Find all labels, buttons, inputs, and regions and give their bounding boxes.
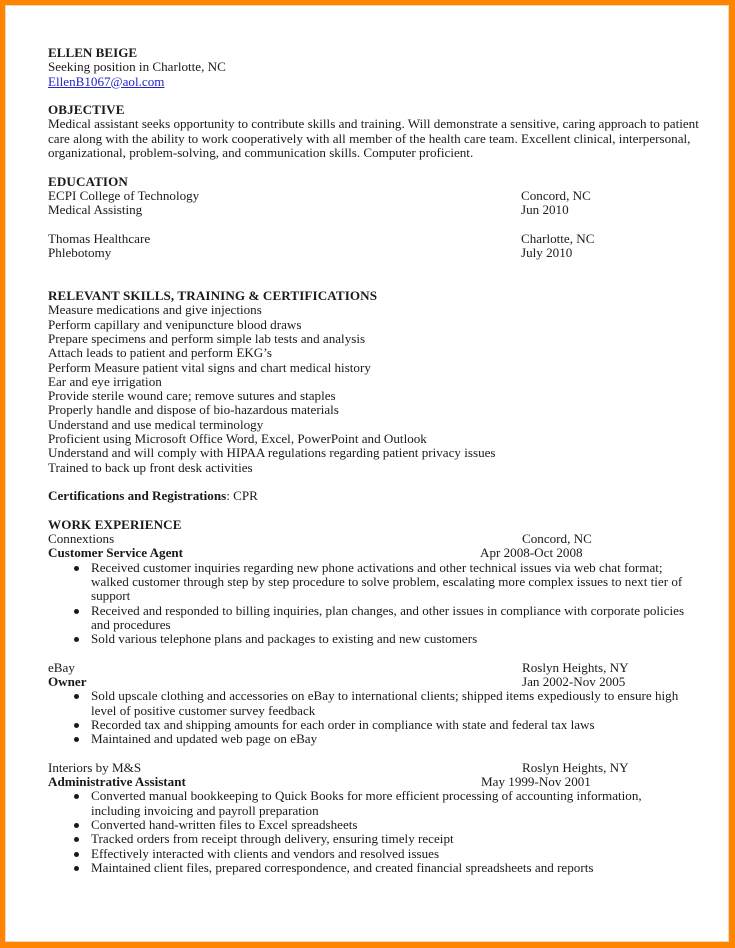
- education-school: [48, 189, 708, 203]
- program-date: Jun 2010: [521, 202, 569, 218]
- job-dates: Jan 2002-Nov 2005: [522, 674, 626, 690]
- job-title: Owner: [48, 674, 87, 690]
- certifications-line: [48, 489, 708, 503]
- program-name: Medical Assisting: [48, 202, 143, 218]
- job-bullet: Maintained and updated web page on eBay: [48, 732, 691, 746]
- job-bullet: Sold upscale clothing and accessories on eBay to international clients; shipped items expediously to ensure high level of positive customer survey feedback: [48, 689, 691, 718]
- skill-item: Perform Measure patient vital signs and chart medical history: [48, 359, 371, 375]
- bullet-icon: [74, 637, 79, 642]
- resume-document: [48, 46, 708, 875]
- bullet-icon: [74, 737, 79, 742]
- certifications-label: Certifications and Registrations: [48, 488, 227, 504]
- job-dates: May 1999-Nov 2001: [481, 774, 591, 790]
- job-location: Concord, NC: [522, 531, 592, 547]
- job-bullets: [48, 689, 708, 746]
- job-bullet: Effectively interacted with clients and vendors and resolved issues: [48, 847, 691, 861]
- education-program: [48, 246, 708, 260]
- skill-item: Attach leads to patient and perform EKG’s: [48, 345, 272, 361]
- job-employer: Connextions: [48, 531, 115, 547]
- job-bullet: Sold various telephone plans and packages to existing and new customers: [48, 632, 691, 646]
- skill-item: Proficient using Microsoft Office Word, Excel, PowerPoint and Outlook: [48, 431, 427, 447]
- skills-heading: RELEVANT SKILLS, TRAINING & CERTIFICATIONS: [48, 288, 378, 304]
- job-location: Roslyn Heights, NY: [522, 759, 629, 775]
- bullet-icon: [74, 837, 79, 842]
- school-location: Charlotte, NC: [521, 230, 595, 246]
- work-heading: WORK EXPERIENCE: [48, 516, 182, 532]
- program-date: July 2010: [521, 245, 573, 261]
- objective-line: organizational, problem-solving, and communication skills. Computer proficient.: [48, 145, 474, 161]
- education-heading: EDUCATION: [48, 173, 128, 189]
- bullet-icon: [74, 723, 79, 728]
- job-bullet: Received and responded to billing inquiries, plan changes, and other issues in compliance with corporate policies and procedures: [48, 604, 691, 633]
- job-title: Administrative Assistant: [48, 774, 186, 790]
- education-program: [48, 203, 708, 217]
- job-title-row: [48, 775, 708, 789]
- bullet-icon: [74, 794, 79, 799]
- job-bullet: Recorded tax and shipping amounts for each order in compliance with state and federal tax laws: [48, 718, 691, 732]
- bullet-icon: [74, 609, 79, 614]
- resume-page: [5, 5, 729, 942]
- objective-heading: OBJECTIVE: [48, 102, 125, 118]
- program-name: Phlebotomy: [48, 245, 112, 261]
- school-name: ECPI College of Technology: [48, 187, 200, 203]
- job-bullets: [48, 789, 708, 875]
- job-employer-row: [48, 761, 708, 775]
- job-bullet: Received customer inquiries regarding new phone activations and other technical issues via web chat format; walked customer through step by step procedure to solve problem, escalating more complex issues to next tier of support: [48, 561, 691, 604]
- job-title: Customer Service Agent: [48, 545, 184, 561]
- job-bullet: Tracked orders from receipt through delivery, ensuring timely receipt: [48, 832, 691, 846]
- seeking-position: Seeking position in Charlotte, NC: [48, 59, 226, 75]
- job-location: Roslyn Heights, NY: [522, 659, 629, 675]
- candidate-name: ELLEN BEIGE: [48, 45, 138, 60]
- education-school: [48, 232, 708, 246]
- job-bullet: Converted manual bookkeeping to Quick Books for more efficient processing of accounting information, including invoicing and payroll preparation: [48, 789, 691, 818]
- school-location: Concord, NC: [521, 187, 591, 203]
- skill-item: Perform capillary and venipuncture blood draws: [48, 316, 302, 332]
- skill-item: Prepare specimens and perform simple lab tests and analysis: [48, 330, 366, 346]
- bullet-icon: [74, 866, 79, 871]
- skill-item: Understand and use medical terminology: [48, 416, 264, 432]
- email-link[interactable]: EllenB1067@aol.com: [48, 73, 165, 89]
- skill-item: Provide sterile wound care; remove sutures and staples: [48, 388, 336, 404]
- job-employer: eBay: [48, 659, 75, 675]
- bullet-icon: [74, 823, 79, 828]
- job-employer-row: [48, 532, 708, 546]
- job-title-row: [48, 675, 708, 689]
- job-employer: Interiors by M&S: [48, 759, 142, 775]
- certifications-value: : CPR: [226, 488, 258, 504]
- skill-item: Trained to back up front desk activities: [48, 459, 253, 475]
- job-bullets: [48, 561, 708, 647]
- skill-item: Measure medications and give injections: [48, 302, 262, 318]
- objective-line: Medical assistant seeks opportunity to contribute skills and training. Will demonstrate a sensitive, caring approach to patient: [48, 116, 699, 132]
- job-dates: Apr 2008-Oct 2008: [480, 545, 583, 561]
- bullet-icon: [74, 566, 79, 571]
- skill-item: Properly handle and dispose of bio-hazardous materials: [48, 402, 339, 418]
- job-employer-row: [48, 661, 708, 675]
- job-title-row: [48, 546, 708, 560]
- job-bullet: Maintained client files, prepared correspondence, and created financial spreadsheets and reports: [48, 861, 691, 875]
- skill-item: Ear and eye irrigation: [48, 373, 162, 389]
- skill-item: Understand and will comply with HIPAA regulations regarding patient privacy issues: [48, 445, 496, 461]
- objective-line: care along with the ability to work cooperatively with all member of the health care team. Excellent clinical, interpersonal,: [48, 130, 691, 146]
- bullet-icon: [74, 852, 79, 857]
- school-name: Thomas Healthcare: [48, 230, 151, 246]
- bullet-icon: [74, 694, 79, 699]
- job-bullet: Converted hand-written files to Excel spreadsheets: [48, 818, 691, 832]
